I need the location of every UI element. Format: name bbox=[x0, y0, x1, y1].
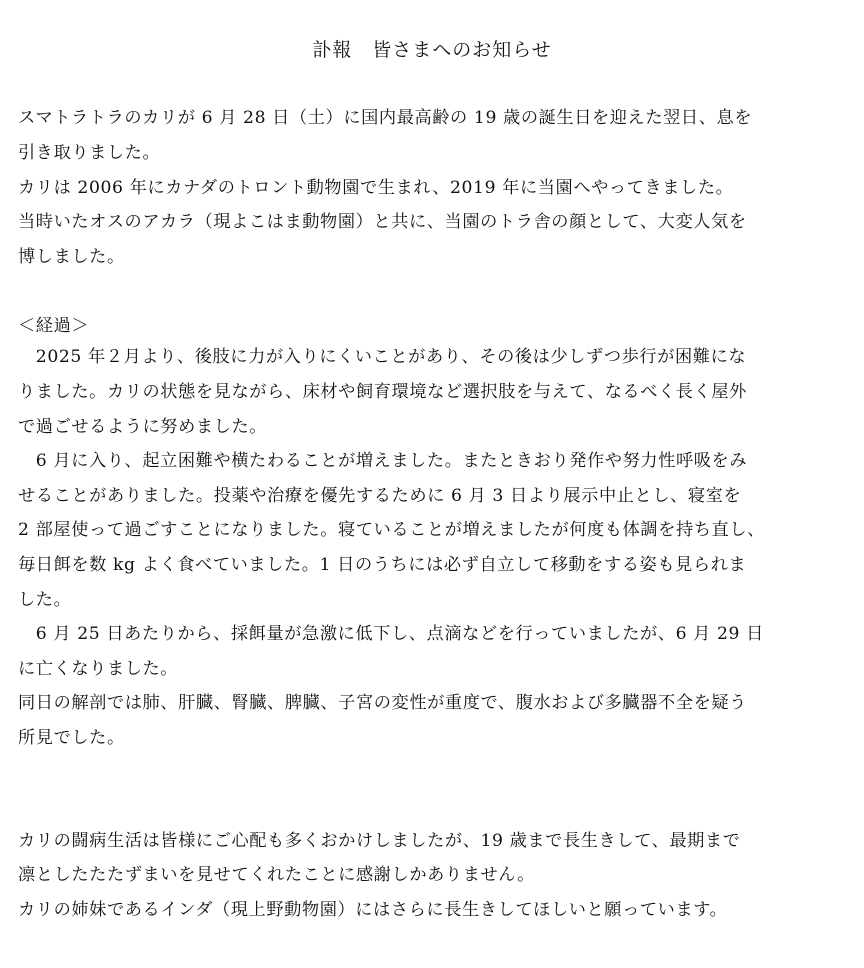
intro-line: スマトラトラのカリが 6 月 28 日（土）に国内最高齢の 19 歳の誕生日を迎えた翌日、息を bbox=[18, 108, 753, 128]
progress-line: 6 月 25 日あたりから、採餌量が急激に低下し、点滴などを行っていましたが、6 月 29 日 bbox=[18, 624, 764, 644]
page-title: 訃報 皆さまへのお知らせ bbox=[312, 39, 552, 61]
closing-line: カリの姉妹であるインダ（現上野動物園）にはさらに長生きしてほしいと願っています。 bbox=[18, 900, 728, 920]
progress-line: 6 月に入り、起立困難や横たわることが増えました。またときおり発作や努力性呼吸をみ bbox=[18, 451, 748, 471]
progress-line: で過ごせるように努めました。 bbox=[18, 417, 268, 437]
progress-line: 同日の解剖では肺、肝臓、腎臓、脾臓、子宮の変性が重度で、腹水および多臓器不全を疑う bbox=[18, 693, 747, 713]
progress-line: 毎日餌を数 kg よく食べていました。1 日のうちには必ず自立して移動をする姿も見られま bbox=[18, 555, 747, 575]
closing-line: 凛としたたたずまいを見せてくれたことに感謝しかありません。 bbox=[18, 865, 535, 885]
progress-line: せることがありました。投薬や治療を優先するために 6 月 3 日より展示中止とし、寝室を bbox=[18, 486, 742, 506]
intro-line: 引き取りました。 bbox=[18, 143, 161, 163]
closing-line: カリの闘病生活は皆様にご心配も多くおかけしましたが、19 歳まで長生きして、最期まで bbox=[18, 831, 741, 851]
progress-line: した。 bbox=[18, 590, 72, 610]
intro-line: 当時いたオスのアカラ（現よこはま動物園）と共に、当園のトラ舎の顔として、大変人気を bbox=[18, 212, 747, 232]
intro-line: 博しました。 bbox=[18, 247, 125, 267]
progress-line: 2 部屋使って過ごすことになりました。寝ていることが増えましたが何度も体調を持ち直し、 bbox=[18, 520, 765, 540]
intro-line: カリは 2006 年にカナダのトロント動物園で生まれ、2019 年に当園へやってきました。 bbox=[18, 178, 734, 198]
progress-line: 2025 年２月より、後肢に力が入りにくいことがあり、その後は少しずつ歩行が困難にな bbox=[18, 347, 747, 367]
progress-line: りました。カリの状態を見ながら、床材や飼育環境など選択肢を与えて、なるべく長く屋外 bbox=[18, 382, 747, 402]
progress-line: に亡くなりました。 bbox=[18, 659, 179, 679]
section-heading: ＜経過＞ bbox=[18, 316, 90, 336]
progress-line: 所見でした。 bbox=[18, 728, 125, 748]
